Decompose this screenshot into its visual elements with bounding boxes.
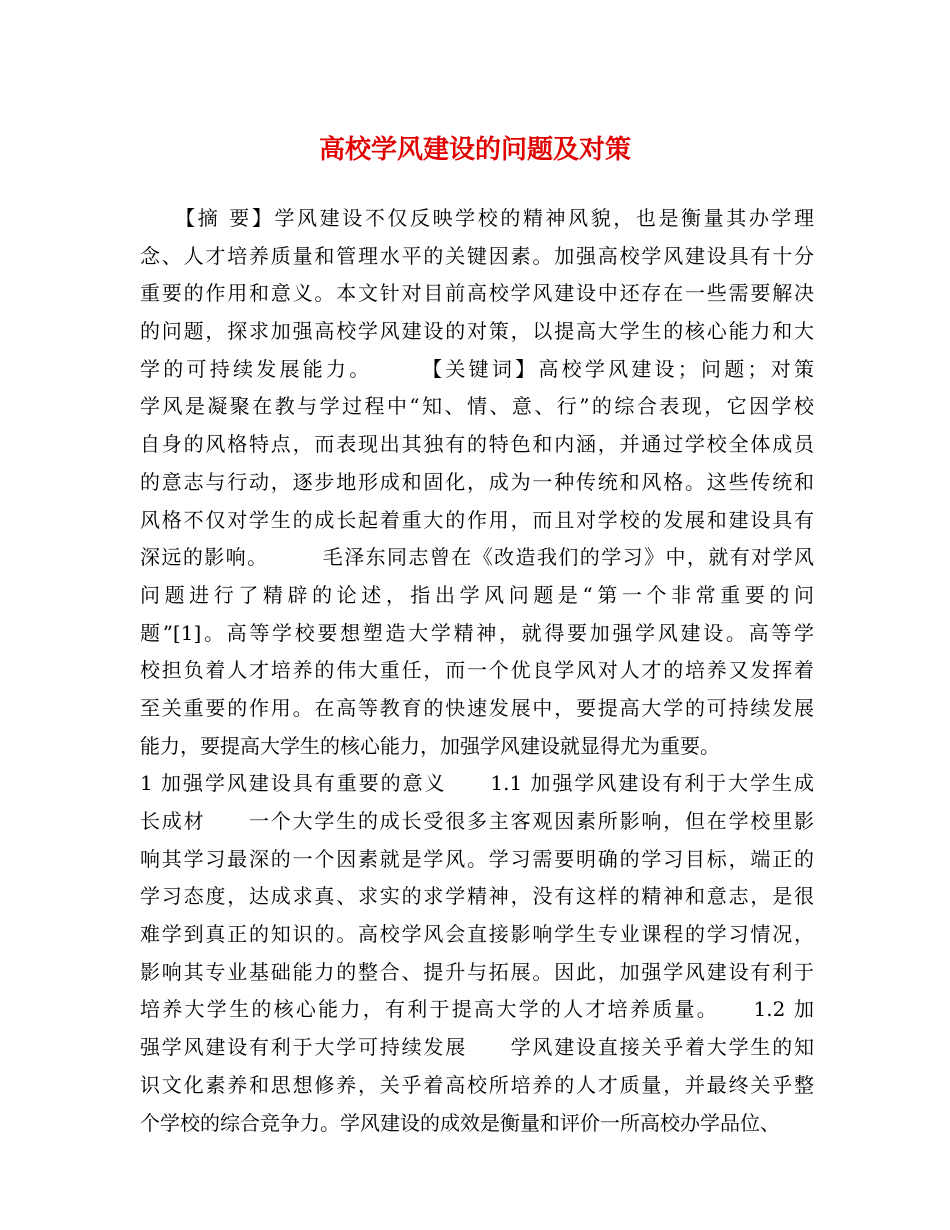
- text-line: 学习态度，达成求真、求实的求学精神，没有这样的精神和意志，是很: [140, 884, 814, 909]
- text-line: 培养大学生的核心能力，有利于提高大学的人才培养质量。 1.2 加: [140, 997, 814, 1022]
- text-line: 校担负着人才培养的伟大重任，而一个优良学风对人才的培养又发挥着: [140, 658, 814, 683]
- text-line: 深远的影响。 毛泽东同志曾在《改造我们的学习》中，就有对学风: [140, 545, 814, 570]
- text-line: 能力，要提高大学生的核心能力，加强学风建设就显得尤为重要。: [140, 733, 720, 758]
- text-line: 念、人才培养质量和管理水平的关键因素。加强高校学风建设具有十分: [140, 243, 814, 268]
- text-line: 自身的风格特点，而表现出其独有的特色和内涵，并通过学校全体成员: [140, 432, 814, 457]
- text-line: 题”[1]。高等学校要想塑造大学精神，就得要加强学风建设。高等学: [140, 620, 814, 645]
- text-line: 1 加强学风建设具有重要的意义 1.1 加强学风建设有利于大学生成: [140, 771, 814, 796]
- text-line: 重要的作用和意义。本文针对目前高校学风建设中还存在一些需要解决: [140, 281, 814, 306]
- text-line: 的意志与行动，逐步地形成和固化，成为一种传统和风格。这些传统和: [140, 469, 814, 494]
- text-line: 长成材 一个大学生的成长受很多主客观因素所影响，但在学校里影: [140, 809, 814, 833]
- text-line: 【摘 要】学风建设不仅反映学校的精神风貌，也是衡量其办学理: [140, 206, 814, 230]
- text-line: 个学校的综合竞争力。学风建设的成效是衡量和评价一所高校办学品位、: [140, 1110, 780, 1135]
- document-title: 高校学风建设的问题及对策: [318, 135, 631, 165]
- text-line: 影响其专业基础能力的整合、提升与拓展。因此，加强学风建设有利于: [140, 959, 814, 984]
- document-body: [140, 200, 814, 1142]
- text-line: 学的可持续发展能力。 【关键词】高校学风建设；问题；对策: [140, 356, 814, 381]
- text-line: 风格不仅对学生的成长起着重大的作用，而且对学校的发展和建设具有: [140, 507, 814, 532]
- text-line: 识文化素养和思想修养，关乎着高校所培养的人才质量，并最终关乎整: [140, 1072, 814, 1097]
- text-line: 至关重要的作用。在高等教育的快速发展中，要提高大学的可持续发展: [140, 695, 814, 720]
- text-line: 问题进行了精辟的论述，指出学风问题是“第一个非常重要的问: [140, 582, 814, 607]
- text-line: 强学风建设有利于大学可持续发展 学风建设直接关乎着大学生的知: [140, 1035, 814, 1060]
- text-line: 响其学习最深的一个因素就是学风。学习需要明确的学习目标，端正的: [140, 846, 814, 871]
- text-line: 的问题，探求加强高校学风建设的对策，以提高大学生的核心能力和大: [140, 319, 814, 344]
- text-line: 学风是凝聚在教与学过程中“知、情、意、行”的综合表现，它因学校: [140, 394, 814, 419]
- text-line: 难学到真正的知识的。高校学风会直接影响学生专业课程的学习情况，: [140, 922, 814, 947]
